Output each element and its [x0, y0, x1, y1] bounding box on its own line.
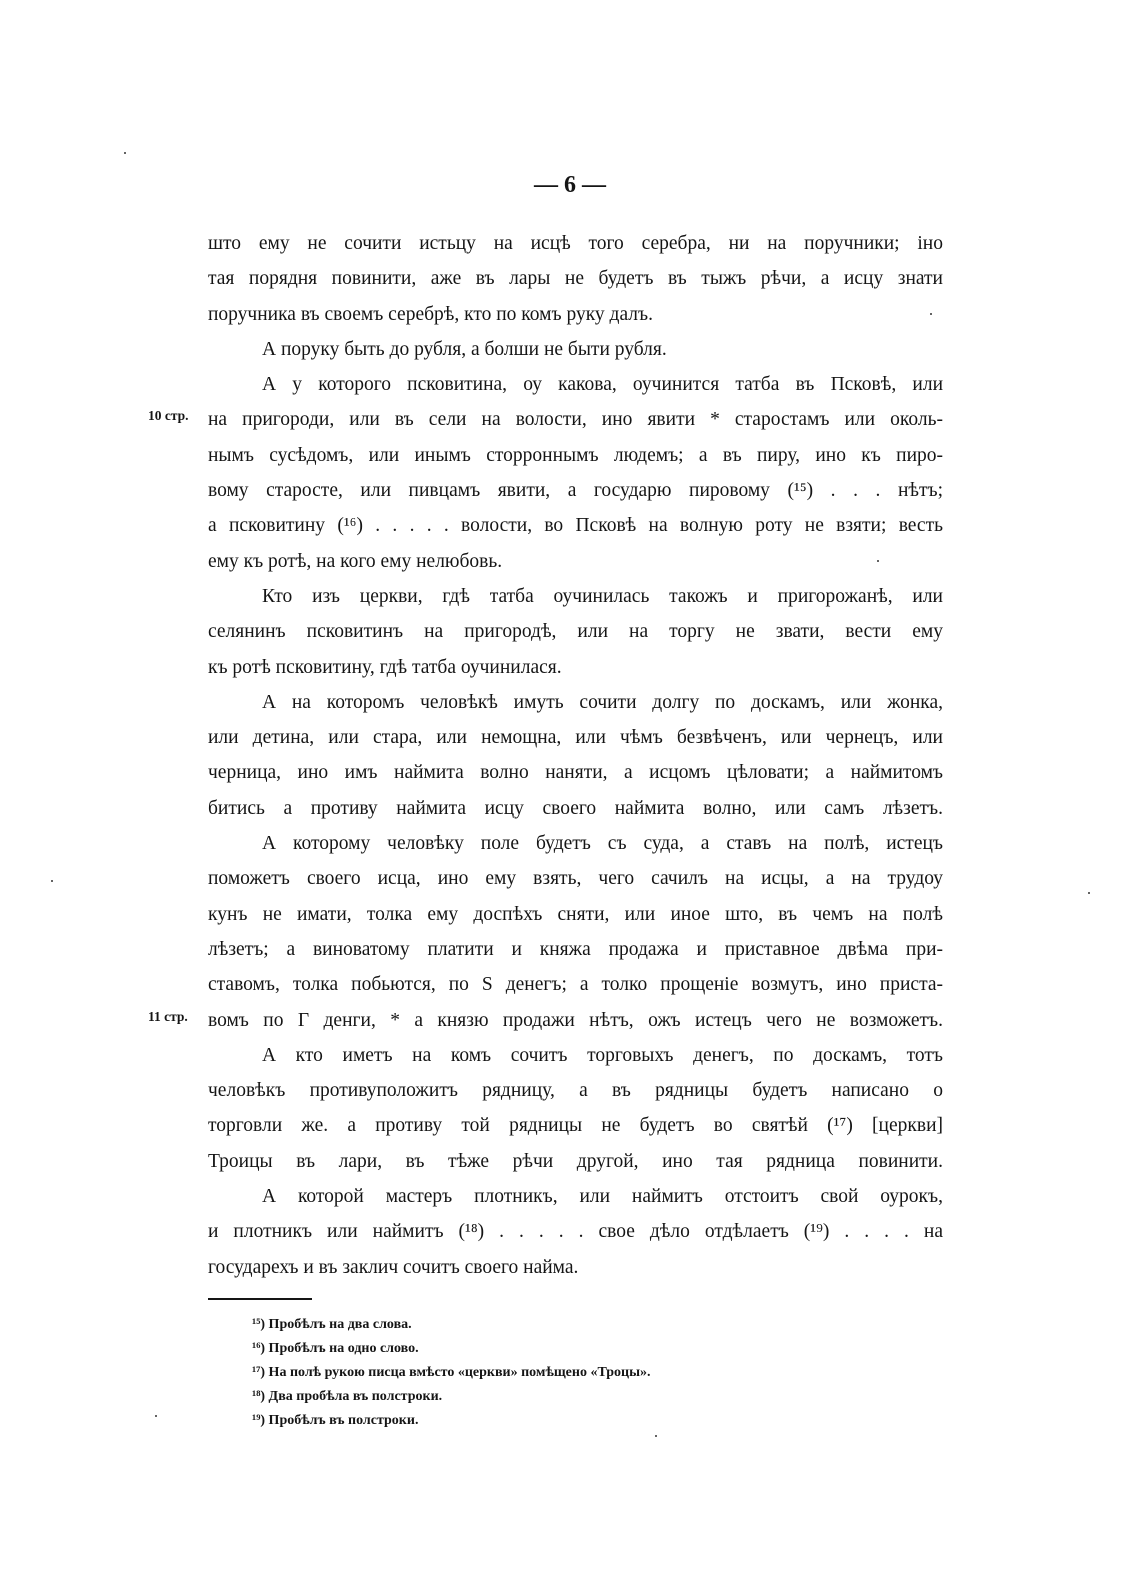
text-line: поручника въ своемъ серебрѣ, кто по комъ руку далъ.	[208, 303, 653, 325]
text-line: лѣзетъ; а виноватому платити и княжа продажа и приставное двѣма при-	[208, 938, 943, 960]
main-text	[208, 226, 943, 1285]
text-line: А которому человѣку поле будетъ съ суда, а ставъ на полѣ, истецъ	[262, 833, 943, 855]
text-line: къ ротѣ псковитину, гдѣ татба оучинилася.	[208, 656, 562, 678]
text-line: вомъ по Г денги, * а князю продажи нѣтъ, ожъ истецъ чего не возможетъ.	[208, 1009, 943, 1031]
paper-speck	[1088, 892, 1090, 894]
text-line: селянинъ псковитинъ на пригородѣ, или на торгу не звати, вести ему	[208, 621, 943, 643]
text-line: А которой мастеръ плотникъ, или наймитъ отстоитъ свой оурокъ,	[262, 1186, 943, 1208]
text-line: или детина, или стара, или немощна, или чѣмъ безвѣченъ, или чернецъ, или	[208, 727, 943, 749]
paper-speck	[655, 1435, 657, 1437]
text-line: А у которого псковитина, оу какова, оучинится татба въ Псковѣ, или	[262, 374, 943, 396]
footnote: ¹⁹) Пробѣлъ въ полстроки.	[252, 1413, 419, 1428]
paper-speck	[930, 313, 932, 315]
text-line: А кто иметъ на комъ сочитъ торговыхъ денегъ, по доскамъ, тотъ	[262, 1044, 943, 1066]
paper-speck	[877, 560, 879, 562]
text-line: поможетъ своего исца, ино ему взять, чего сачилъ на исцы, а на трудоу	[208, 868, 943, 890]
text-line: вому старосте, или пивцамъ явити, а государю пировому (¹⁵) . . . нѣтъ;	[208, 480, 943, 502]
text-line: ставомъ, толка побьются, по Ѕ денегъ; а толко прощеніе возмутъ, ино приста-	[208, 974, 943, 996]
text-line: А на которомъ человѣкѣ имуть сочити долгу по доскамъ, или жонка,	[262, 691, 943, 713]
text-line: торговли же. а противу той рядницы не будетъ во святѣй (¹⁷) [церкви]	[208, 1115, 943, 1137]
page-number: — 6 —	[534, 172, 606, 198]
text-line: тая порядня повинити, аже въ лары не будетъ въ тыжъ рѣчи, а исцу знати	[208, 268, 943, 290]
paper-speck	[51, 880, 53, 882]
margin-note-page-ref: 11 стр.	[148, 1009, 188, 1024]
paper-speck	[155, 1415, 157, 1417]
footnotes	[252, 1313, 952, 1433]
text-line: черница, ино имъ наймита волно наняти, а исцомъ цѣловати; а наймитомъ	[208, 762, 943, 784]
footnote: ¹⁸) Два пробѣла въ полстроки.	[252, 1389, 443, 1404]
text-line: государехъ и въ заклич сочитъ своего найма.	[208, 1256, 579, 1278]
text-line: битись а противу наймита исцу своего наймита волно, или самъ лѣзетъ.	[208, 797, 943, 819]
text-line: человѣкъ противуположитъ рядницу, а въ рядницы будетъ написано о	[208, 1080, 943, 1102]
paper-speck	[124, 152, 126, 154]
footnote-separator	[208, 1298, 312, 1300]
text-line: Кто изъ церкви, гдѣ татба оучинилась такожъ и пригорожанѣ, или	[262, 585, 943, 607]
text-line: и плотникъ или наймитъ (¹⁸) . . . . . свое дѣло отдѣлаетъ (¹⁹) . . . . на	[208, 1221, 943, 1243]
text-line: на пригороди, или въ сели на волости, ино явити * старостамъ или околь-	[208, 409, 943, 431]
text-line: а псковитину (¹⁶) . . . . . волости, во Псковѣ на волную роту не взяти; весть	[208, 515, 943, 537]
footnote: ¹⁶) Пробѣлъ на одно слово.	[252, 1341, 419, 1356]
margin-note-page-ref: 10 стр.	[148, 408, 189, 423]
text-line: Троицы въ лари, въ тѣже рѣчи другой, ино тая рядница повинити.	[208, 1150, 943, 1172]
text-line: нымъ сусѣдомъ, или инымъ сторроннымъ людемъ; а въ пиру, ино къ пиро-	[208, 444, 943, 466]
footnote: ¹⁷) На полѣ рукою писца вмѣсто «церкви» помѣщено «Троцы».	[252, 1365, 651, 1380]
text-line: кунъ не имати, толка ему доспѣхъ сняти, или иное што, въ чемъ на полѣ	[208, 903, 943, 925]
footnote: ¹⁵) Пробѣлъ на два слова.	[252, 1317, 412, 1332]
text-line: А поруку быть до рубля, а болши не быти рубля.	[262, 338, 667, 360]
text-line: ему къ ротѣ, на кого ему нелюбовь.	[208, 550, 503, 572]
text-line: што ему не сочити истьцу на исцѣ того серебра, ни на поручники; іно	[208, 233, 943, 254]
